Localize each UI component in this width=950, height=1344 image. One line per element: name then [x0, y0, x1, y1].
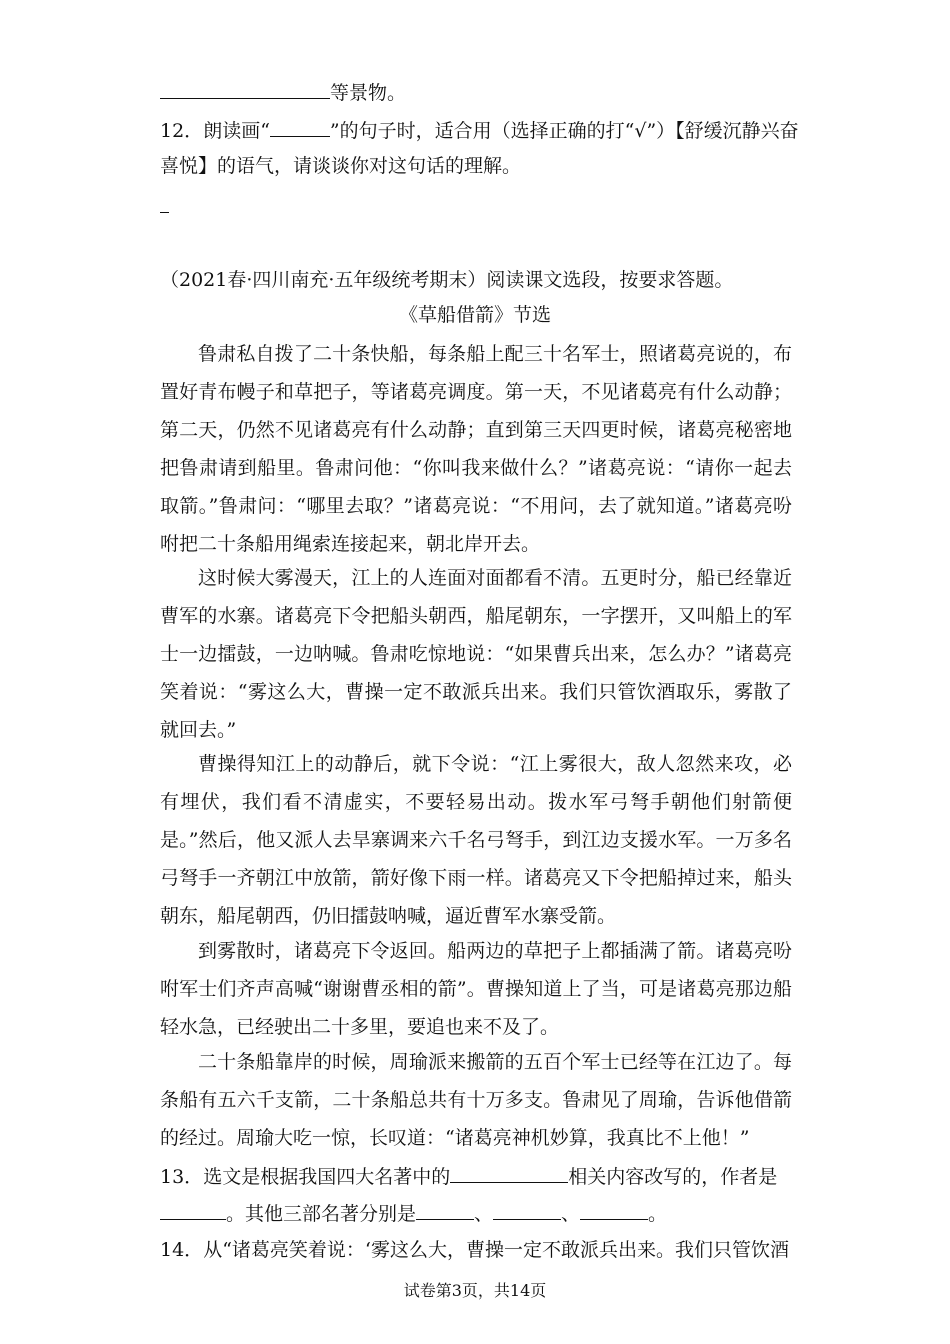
passage-paragraph: 到雾散时，诸葛亮下令返回。船两边的草把子上都插满了箭。诸葛亮吩咐军士们齐声高喊“谢谢曹丞相的箭”。曹操知道上了当，可是诸葛亮那边船轻水急，已经驶出二十多里，要追也来不及了。	[160, 940, 792, 1038]
passage-paragraph: 这时候大雾漫天，江上的人连面对面都看不清。五更时分，船已经靠近曹军的水寨。诸葛亮下令把船头朝西，船尾朝东，一字摆开，又叫船上的军士一边擂鼓，一边呐喊。鲁肃吃惊地说：“如果曹兵出来，怎么办？”诸葛亮笑着说：“雾这么大，曹操一定不敢派兵出来。我们只管饮酒取乐，雾散了就回去。”	[160, 567, 792, 741]
answer-blank-author[interactable]	[160, 1199, 226, 1220]
answer-blank-book-3[interactable]	[493, 1199, 561, 1220]
passage-paragraph: 鲁肃私自拨了二十条快船，每条船上配三十名军士，照诸葛亮说的，布置好青布幔子和草把子，等诸葛亮调度。第一天，不见诸葛亮有什么动静；第二天，仍然不见诸葛亮有什么动静；直到第三天四更时候，诸葛亮秘密地把鲁肃请到船里。鲁肃问他：“你叫我来做什么？”诸葛亮说：“请你一起去取箭。”鲁肃问：“哪里去取？”诸葛亮说：“不用问，去了就知道。”诸葛亮吩咐把二十条船用绳索连接起来，朝北岸开去。	[160, 343, 792, 555]
answer-blank[interactable]	[270, 116, 330, 137]
question-12-line2: 喜悦】的语气，请谈谈你对这句话的理解。	[160, 155, 522, 177]
question-number: 13．	[160, 1166, 204, 1188]
question-number: 12．	[160, 120, 204, 142]
answer-blank-book-2[interactable]	[416, 1199, 474, 1220]
answer-line-scenery: 等景物。	[160, 78, 406, 107]
passage-paragraph: 二十条船靠岸的时候，周瑜派来搬箭的五百个军士已经等在江边了。每条船有五六千支箭，二十条船总共有十万多支。鲁肃见了周瑜，告诉他借箭的经过。周瑜大吃一惊，长叹道：“诸葛亮神机妙算，我真比不上他！”	[160, 1051, 792, 1149]
passage-paragraph: 曹操得知江上的动静后，就下令说：“江上雾很大，敌人忽然来攻，必有埋伏，我们看不清虚实，不要轻易出动。拨水军弓弩手朝他们射箭便是。”然后，他又派人去旱寨调来六千名弓弩手，到江边支援水军。一万多名弓弩手一齐朝江中放箭，箭好像下雨一样。诸葛亮又下令把船掉过来，船头朝东，船尾朝西，仍旧擂鼓呐喊，逼近曹军水寨受箭。	[160, 753, 792, 927]
passage-source: （2021春·四川南充·五年级统考期末）阅读课文选段，按要求答题。	[160, 269, 734, 291]
question-13-line2: 。其他三部名著分别是 、 、 。	[160, 1199, 667, 1228]
passage-title: 《草船借箭》节选	[398, 304, 551, 326]
question-number: 14．	[160, 1239, 204, 1261]
answer-blank[interactable]	[160, 78, 330, 99]
answer-blank-book[interactable]	[450, 1162, 568, 1183]
question-13: 13．选文是根据我国四大名著中的 相关内容改写的，作者是	[160, 1162, 777, 1191]
answer-blank-book-4[interactable]	[580, 1199, 648, 1220]
answer-line[interactable]	[160, 212, 169, 213]
page-footer: 试卷第3页，共14页	[403, 1281, 547, 1300]
question-14: 14．从“诸葛亮笑着说：‘雾这么大，曹操一定不敢派兵出来。我们只管饮酒	[160, 1239, 789, 1261]
question-12: 12．朗读画“ ”的句子时，适合用（选择正确的打“√”）【舒缓沉静兴奋	[160, 116, 799, 145]
